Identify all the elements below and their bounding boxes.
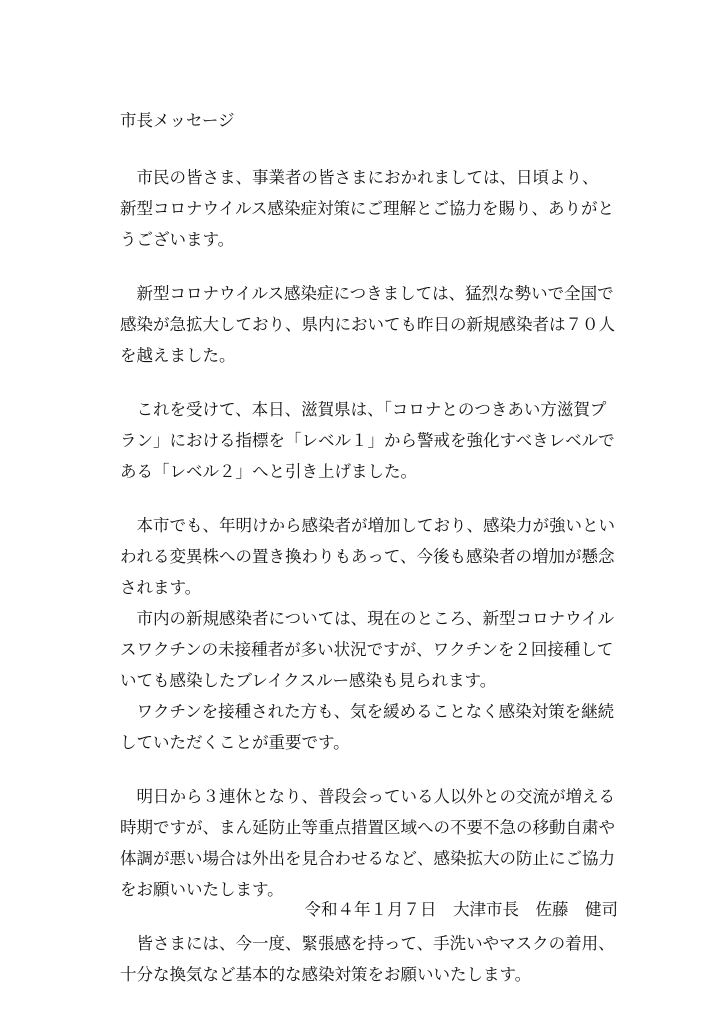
- paragraph: [120, 510, 620, 758]
- paragraph-line: これを受けて、本日、滋賀県は、「コロナとのつきあい方滋賀プ: [120, 400, 607, 419]
- paragraph-line: 新型コロナウイルス感染症対策にご理解とご協力を賜り、ありがと: [120, 199, 615, 218]
- paragraph: [120, 162, 620, 255]
- paragraph: [120, 278, 620, 371]
- paragraph-line: うございます。: [120, 230, 235, 249]
- paragraph-line: ワクチンを接種された方も、気を緩めることなく感染対策を継続: [120, 702, 615, 721]
- paragraph-line: 感染が急拡大しており、県内においても昨日の新規感染者は７０人: [120, 315, 615, 334]
- paragraph: [120, 928, 620, 990]
- paragraph-gap: [120, 255, 620, 278]
- paragraph-line: していただくことが重要です。: [120, 733, 350, 752]
- paragraph-gap: [120, 487, 620, 510]
- paragraph-line: 市民の皆さま、事業者の皆さまにおかれましては、日頃より、: [120, 168, 599, 187]
- signature-line: 令和４年１月７日 大津市長 佐藤 健司: [304, 900, 618, 919]
- paragraph-line: 明日から３連休となり、普段会っている人以外との交流が増える: [120, 787, 615, 806]
- paragraph-line: 時期ですが、まん延防止等重点措置区域への不要不急の移動自粛や: [120, 818, 615, 837]
- paragraph-line: われる変異株への置き換わりもあって、今後も感染者の増加が懸念: [120, 547, 615, 566]
- paragraph-line: 体調が悪い場合は外出を見合わせるなど、感染拡大の防止にご協力: [120, 849, 615, 868]
- paragraph-gap: [120, 758, 620, 781]
- paragraph-line: をお願いいたします。: [120, 880, 284, 899]
- paragraph-line: を越えました。: [120, 346, 236, 365]
- paragraph-line: 新型コロナウイルス感染症につきましては、猛烈な勢いで全国で: [120, 284, 614, 303]
- paragraph-line: 本市でも、年明けから感染者が増加しており、感染力が強いとい: [120, 516, 615, 535]
- paragraph-line: ラン」における指標を「レベル１」から警戒を強化すべきレベルで: [120, 431, 615, 450]
- paragraph: [120, 394, 620, 487]
- paragraph-line: 皆さまには、今一度、緊張感を持って、手洗いやマスクの着用、: [120, 934, 615, 953]
- document-body: [120, 106, 620, 990]
- paragraph-line: いても感染したブレイクスルー感染も見られます。: [120, 671, 497, 690]
- paragraph-line: されます。: [120, 578, 202, 597]
- paragraph-line: ある「レベル２」へと引き上げました。: [120, 462, 417, 481]
- paragraph-gap: [120, 371, 620, 394]
- paragraph-line: 十分な換気など基本的な感染対策をお願いいたします。: [120, 965, 532, 984]
- paragraph-line: 市内の新規感染者については、現在のところ、新型コロナウイル: [120, 609, 615, 628]
- paragraph-list: [120, 162, 620, 990]
- paragraph-line: スワクチンの未接種者が多い状況ですが、ワクチンを２回接種して: [120, 640, 614, 659]
- paragraph: [120, 781, 620, 905]
- document-heading: 市長メッセージ: [120, 111, 235, 130]
